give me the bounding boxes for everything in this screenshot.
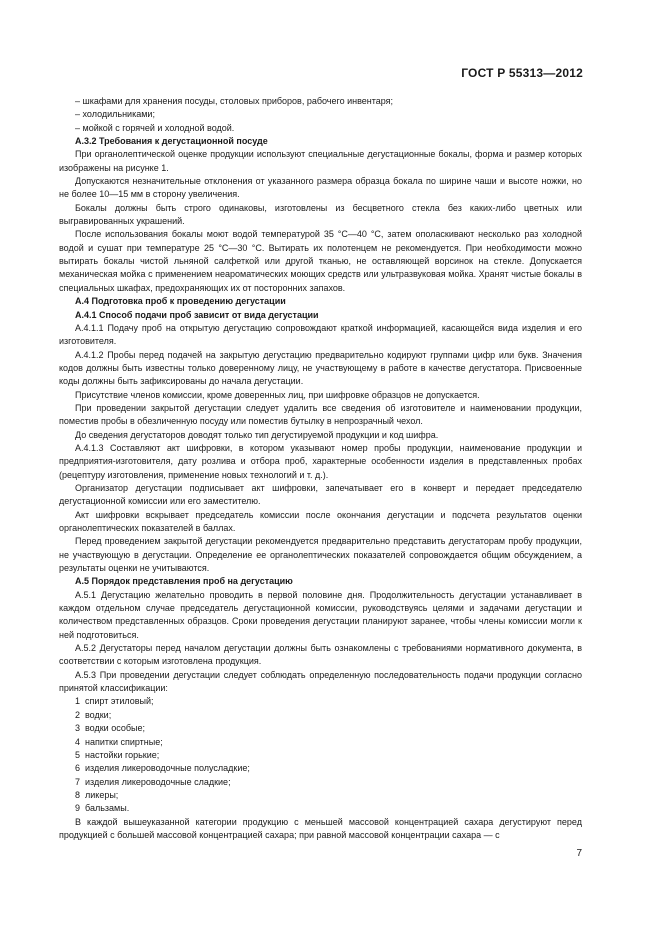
paragraph: При проведении закрытой дегустации следует удалить все сведения об изготовителе и наименовании продукции, поместив пробы в обезличенную посуду или поместив бутылку в непрозрачный чехол. [59,402,582,427]
section-heading: А.5 Порядок представления проб на дегустацию [75,576,293,587]
paragraph: До сведения дегустаторов доводят только тип дегустируемой продукции и код шифра. [75,429,439,440]
paragraph: А.5.2 Дегустаторы перед началом дегустации должны быть ознакомлены с требованиями нормативного документа, в соответствии с которым изготовлена продукция. [59,643,582,667]
paragraph: Допускаются незначительные отклонения от указанного размера образца бокала по ширине чаши и высоте ножки, но не более 10—15 мм в сторону увеличения. [59,176,582,200]
paragraph: Перед проведением закрытой дегустации рекомендуется предварительно представить дегустаторам пробу продукции, не участвующую в дегустации. Определение ее органолептических показателей сопровождается общим обсуждением, а результаты оценки не учитываются. [59,536,582,574]
list-item: 7 изделия ликероводочные сладкие; [75,776,231,787]
list-item: 6 изделия ликероводочные полусладкие; [75,763,250,774]
paragraph: Присутствие членов комиссии, кроме доверенных лиц, при шифровке образцов не допускается. [75,389,480,400]
document-header: ГОСТ Р 55313—2012 [461,66,583,80]
section-heading: А.4.1 Способ подачи проб зависит от вида дегустации [75,309,319,320]
list-item: 9 бальзамы. [75,803,130,814]
paragraph: А.5.3 При проведении дегустации следует соблюдать определенную последовательность подачи продукции согласно принятой классификации: [59,669,582,694]
paragraph: А.4.1.3 Составляют акт шифровки, в котором указывают номер пробы продукции, наименование продукции и предприятия-изготовителя, дату розлива и отбора проб, характерные особенности изделия в представленных пробах (рецептуру изготовления, применение новых технологий и т. д.). [59,442,582,480]
list-item: 1 спирт этиловый; [75,696,154,707]
list-item: 8 ликеры; [75,789,119,800]
paragraph: При органолептической оценке продукции используют специальные дегустационные бокалы, форма и размер которых изображены на рисунке 1. [59,149,582,173]
paragraph: Акт шифровки вскрывает председатель комиссии после окончания дегустации и подсчета результатов оценки органолептических показателей в баллах. [59,509,582,533]
paragraph: А.4.1.2 Пробы перед подачей на закрытую дегустацию предварительно кодируют группами цифр или букв. Значения кодов должны быть известны только доверенному лицу, не участвующему в работе в качестве дегустатора. Присвоенные коды должны быть зафиксированы до начала дегустации. [59,349,582,387]
paragraph: А.4.1.1 Подачу проб на открытую дегустацию сопровождают краткой информацией, касающейся вида изделия и его изготовителя. [59,322,582,347]
list-item: 5 настойки горькие; [75,749,160,760]
paragraph: В каждой вышеуказанной категории продукцию с меньшей массовой концентрацией сахара дегустируют перед продукцией с большей массовой концентрацией сахара; при равной массовой концентрации сахара — с [59,816,582,840]
section-heading: А.3.2 Требования к дегустационной посуде [75,136,268,147]
paragraph: – холодильниками; [75,109,155,120]
paragraph: Бокалы должны быть строго одинаковы, изготовлены из бесцветного стекла без каких-либо цветных или выгравированных украшений. [59,202,582,227]
list-item: 3 водки особые; [75,723,145,734]
paragraph: После использования бокалы моют водой температурой 35 °С—40 °С, затем ополаскивают несколько раз холодной водой и сушат при температуре 25 °С—30 °С. Вытирать их полотенцем не рекомендуется. При необходимости можно вытирать бокалы чистой льняной салфеткой или другой тканью, не оставляющей ворсинок на стекле. Допускается механическая мойка с применением неароматических моющих средств или ультразвуковая мойка. Хранят чистые бокалы в специальных шкафах, предохраняющих их от посторонних запахов. [59,229,582,293]
section-heading: А.4 Подготовка проб к проведению дегустации [75,296,286,307]
paragraph: А.5.1 Дегустацию желательно проводить в первой половине дня. Продолжительность дегустации устанавливает в каждом отдельном случае председатель дегустационной комиссии, руководствуясь целями и задачами дегустации и количеством представленных образцов. Сроки проведения дегустации планируют заранее, чтобы члены комиссии могли к ней подготовиться. [59,589,582,640]
document-body [59,95,582,842]
paragraph: Организатор дегустации подписывает акт шифровки, запечатывает его в конверт и передает председателю дегустационной комиссии или его заместителю. [59,482,582,507]
paragraph: – мойкой с горячей и холодной водой. [75,122,235,133]
list-item: 2 водки; [75,709,112,720]
page-number: 7 [576,848,582,859]
paragraph: – шкафами для хранения посуды, столовых приборов, рабочего инвентаря; [75,96,394,106]
list-item: 4 напитки спиртные; [75,736,163,747]
